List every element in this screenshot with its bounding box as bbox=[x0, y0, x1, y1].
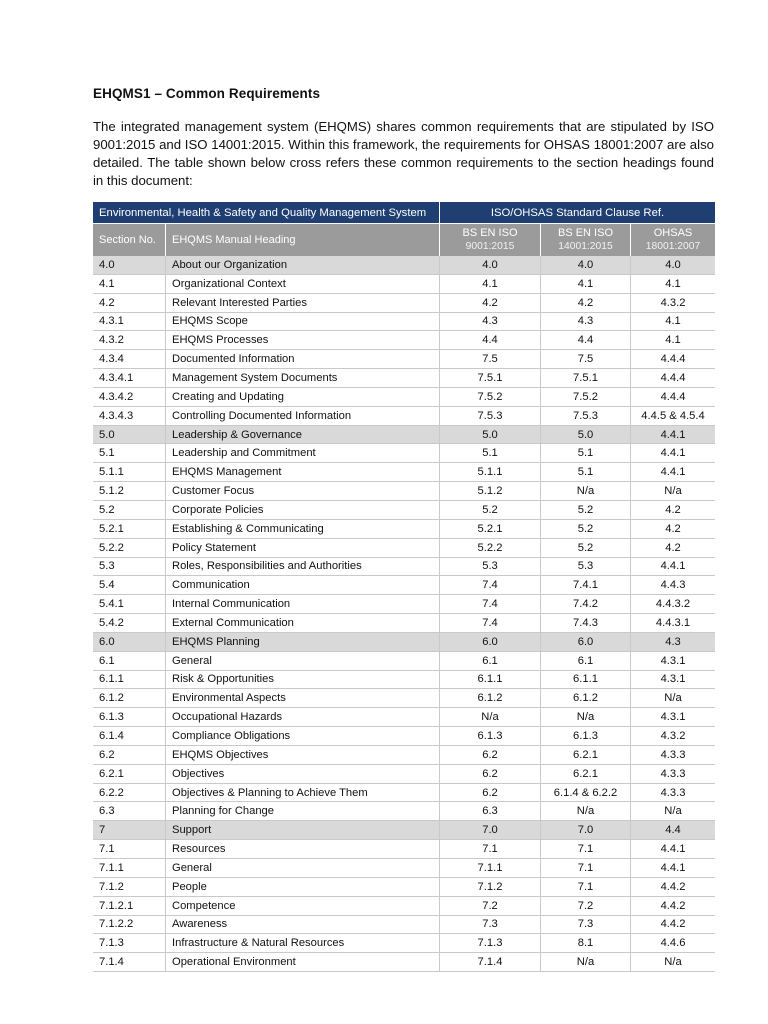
iso9001-ref: 7.1.4 bbox=[440, 953, 541, 972]
iso9001-ref: 4.1 bbox=[440, 275, 541, 294]
manual-heading: Documented Information bbox=[166, 350, 440, 369]
requirements-table bbox=[93, 202, 715, 972]
iso9001-ref: 6.0 bbox=[440, 633, 541, 652]
iso9001-ref: 7.1 bbox=[440, 840, 541, 859]
table-row bbox=[93, 821, 715, 840]
section-number: 6.1.1 bbox=[93, 671, 166, 690]
table-row bbox=[93, 350, 715, 369]
manual-heading: External Communication bbox=[166, 614, 440, 633]
iso14001-ref: 6.1.2 bbox=[541, 689, 631, 708]
ohsas-ref: 4.0 bbox=[631, 256, 715, 275]
ohsas-ref: 4.4.1 bbox=[631, 859, 715, 878]
iso14001-ref: 7.2 bbox=[541, 897, 631, 916]
ohsas-ref: 4.3.3 bbox=[631, 765, 715, 784]
section-number: 6.3 bbox=[93, 802, 166, 821]
ohsas-ref: 4.4.5 & 4.5.4 bbox=[631, 407, 715, 426]
iso9001-ref: 7.1.3 bbox=[440, 934, 541, 953]
iso14001-ref: 4.0 bbox=[541, 256, 631, 275]
section-number: 7.1 bbox=[93, 840, 166, 859]
table-row bbox=[93, 671, 715, 690]
iso14001-ref: 4.4 bbox=[541, 331, 631, 350]
section-number: 5.1.2 bbox=[93, 482, 166, 501]
section-number: 5.3 bbox=[93, 558, 166, 577]
manual-heading: Policy Statement bbox=[166, 539, 440, 558]
manual-heading: EHQMS Planning bbox=[166, 633, 440, 652]
table-row bbox=[93, 558, 715, 577]
ohsas-ref: 4.4.1 bbox=[631, 426, 715, 445]
iso9001-ref: 5.1.1 bbox=[440, 463, 541, 482]
section-number: 4.0 bbox=[93, 256, 166, 275]
ohsas-ref: 4.4.4 bbox=[631, 369, 715, 388]
section-number: 4.2 bbox=[93, 294, 166, 313]
iso9001-ref: 5.2.1 bbox=[440, 520, 541, 539]
section-number: 7.1.1 bbox=[93, 859, 166, 878]
ohsas-ref: 4.4.3.2 bbox=[631, 595, 715, 614]
iso9001-ref: 5.3 bbox=[440, 558, 541, 577]
section-number: 6.2.1 bbox=[93, 765, 166, 784]
table-row bbox=[93, 746, 715, 765]
ohsas-ref: 4.4.1 bbox=[631, 558, 715, 577]
section-number: 7.1.2.2 bbox=[93, 916, 166, 935]
table-row bbox=[93, 689, 715, 708]
manual-heading: Management System Documents bbox=[166, 369, 440, 388]
section-number: 5.2.2 bbox=[93, 539, 166, 558]
manual-heading: Compliance Obligations bbox=[166, 727, 440, 746]
iso9001-ref: 4.4 bbox=[440, 331, 541, 350]
manual-heading: Communication bbox=[166, 576, 440, 595]
table-row bbox=[93, 934, 715, 953]
table-row bbox=[93, 463, 715, 482]
iso14001-ref: N/a bbox=[541, 708, 631, 727]
manual-heading: Corporate Policies bbox=[166, 501, 440, 520]
col-ohsas-line2: 18001:2007 bbox=[645, 241, 701, 252]
section-number: 6.1.3 bbox=[93, 708, 166, 727]
manual-heading: Risk & Opportunities bbox=[166, 671, 440, 690]
iso14001-ref: 7.3 bbox=[541, 916, 631, 935]
table-row bbox=[93, 482, 715, 501]
manual-heading: EHQMS Scope bbox=[166, 313, 440, 332]
ohsas-ref: 4.3.2 bbox=[631, 727, 715, 746]
table-row bbox=[93, 784, 715, 803]
iso14001-ref: 6.0 bbox=[541, 633, 631, 652]
section-number: 5.0 bbox=[93, 426, 166, 445]
manual-heading: Organizational Context bbox=[166, 275, 440, 294]
iso9001-ref: 5.2 bbox=[440, 501, 541, 520]
iso9001-ref: 4.0 bbox=[440, 256, 541, 275]
manual-heading: Leadership & Governance bbox=[166, 426, 440, 445]
table-row bbox=[93, 614, 715, 633]
iso14001-ref: 7.5.3 bbox=[541, 407, 631, 426]
manual-heading: About our Organization bbox=[166, 256, 440, 275]
iso9001-ref: 4.2 bbox=[440, 294, 541, 313]
ohsas-ref: 4.4.6 bbox=[631, 934, 715, 953]
table-row bbox=[93, 275, 715, 294]
iso14001-ref: 7.1 bbox=[541, 878, 631, 897]
iso9001-ref: 7.5.3 bbox=[440, 407, 541, 426]
iso14001-ref: 4.3 bbox=[541, 313, 631, 332]
ohsas-ref: 4.2 bbox=[631, 539, 715, 558]
manual-heading: Customer Focus bbox=[166, 482, 440, 501]
manual-heading: People bbox=[166, 878, 440, 897]
iso14001-ref: 4.2 bbox=[541, 294, 631, 313]
iso9001-ref: 6.1.1 bbox=[440, 671, 541, 690]
section-number: 5.2.1 bbox=[93, 520, 166, 539]
iso9001-ref: 6.3 bbox=[440, 802, 541, 821]
col-iso9001 bbox=[440, 224, 541, 256]
table-row bbox=[93, 444, 715, 463]
ohsas-ref: 4.3.1 bbox=[631, 671, 715, 690]
iso9001-ref: 4.3 bbox=[440, 313, 541, 332]
table-row bbox=[93, 407, 715, 426]
ohsas-ref: 4.4.3 bbox=[631, 576, 715, 595]
manual-heading: Relevant Interested Parties bbox=[166, 294, 440, 313]
iso14001-ref: 8.1 bbox=[541, 934, 631, 953]
ohsas-ref: 4.4.1 bbox=[631, 463, 715, 482]
table-row bbox=[93, 595, 715, 614]
table-row bbox=[93, 388, 715, 407]
manual-heading: EHQMS Processes bbox=[166, 331, 440, 350]
iso14001-ref: N/a bbox=[541, 482, 631, 501]
table-body bbox=[93, 256, 715, 972]
section-number: 4.3.1 bbox=[93, 313, 166, 332]
iso9001-ref: 6.2 bbox=[440, 765, 541, 784]
col-section-no: Section No. bbox=[93, 224, 166, 256]
iso14001-ref: N/a bbox=[541, 802, 631, 821]
ohsas-ref: 4.2 bbox=[631, 501, 715, 520]
col-iso14001-line2: 14001:2015 bbox=[558, 241, 613, 252]
manual-heading: Objectives & Planning to Achieve Them bbox=[166, 784, 440, 803]
iso14001-ref: 7.1 bbox=[541, 859, 631, 878]
table-row bbox=[93, 897, 715, 916]
iso14001-ref: 7.5.2 bbox=[541, 388, 631, 407]
manual-heading: Planning for Change bbox=[166, 802, 440, 821]
table-row bbox=[93, 331, 715, 350]
iso9001-ref: 6.1.3 bbox=[440, 727, 541, 746]
iso14001-ref: 6.2.1 bbox=[541, 765, 631, 784]
table-row bbox=[93, 520, 715, 539]
iso14001-ref: 7.5 bbox=[541, 350, 631, 369]
section-number: 5.1.1 bbox=[93, 463, 166, 482]
page-title: EHQMS1 – Common Requirements bbox=[93, 86, 321, 101]
section-number: 7 bbox=[93, 821, 166, 840]
manual-heading: Leadership and Commitment bbox=[166, 444, 440, 463]
iso14001-ref: 7.4.1 bbox=[541, 576, 631, 595]
table-group-header bbox=[93, 202, 715, 224]
ohsas-ref: 4.3 bbox=[631, 633, 715, 652]
section-number: 5.2 bbox=[93, 501, 166, 520]
section-number: 6.1.4 bbox=[93, 727, 166, 746]
iso9001-ref: 7.5.2 bbox=[440, 388, 541, 407]
iso9001-ref: 7.1.2 bbox=[440, 878, 541, 897]
table-row bbox=[93, 765, 715, 784]
iso9001-ref: 6.2 bbox=[440, 784, 541, 803]
ohsas-ref: 4.4 bbox=[631, 821, 715, 840]
table-column-header bbox=[93, 224, 715, 256]
manual-heading: Internal Communication bbox=[166, 595, 440, 614]
ohsas-ref: N/a bbox=[631, 482, 715, 501]
manual-heading: Infrastructure & Natural Resources bbox=[166, 934, 440, 953]
manual-heading: EHQMS Management bbox=[166, 463, 440, 482]
iso9001-ref: 5.2.2 bbox=[440, 539, 541, 558]
header-standard-ref: ISO/OHSAS Standard Clause Ref. bbox=[440, 202, 715, 224]
iso14001-ref: 4.1 bbox=[541, 275, 631, 294]
section-number: 5.4.1 bbox=[93, 595, 166, 614]
table-row bbox=[93, 369, 715, 388]
iso14001-ref: 6.2.1 bbox=[541, 746, 631, 765]
table-row bbox=[93, 878, 715, 897]
manual-heading: Environmental Aspects bbox=[166, 689, 440, 708]
iso14001-ref: 7.0 bbox=[541, 821, 631, 840]
col-manual-heading: EHQMS Manual Heading bbox=[166, 224, 440, 256]
ohsas-ref: 4.1 bbox=[631, 313, 715, 332]
iso9001-ref: N/a bbox=[440, 708, 541, 727]
ohsas-ref: 4.4.2 bbox=[631, 878, 715, 897]
iso14001-ref: 5.2 bbox=[541, 539, 631, 558]
iso14001-ref: 7.4.3 bbox=[541, 614, 631, 633]
header-ehqms: Environmental, Health & Safety and Quality Management System bbox=[93, 202, 440, 224]
section-number: 4.3.2 bbox=[93, 331, 166, 350]
iso9001-ref: 6.2 bbox=[440, 746, 541, 765]
section-number: 6.0 bbox=[93, 633, 166, 652]
table-row bbox=[93, 840, 715, 859]
iso14001-ref: 6.1.1 bbox=[541, 671, 631, 690]
ohsas-ref: 4.2 bbox=[631, 520, 715, 539]
ohsas-ref: 4.4.4 bbox=[631, 350, 715, 369]
iso9001-ref: 7.4 bbox=[440, 614, 541, 633]
iso14001-ref: 5.1 bbox=[541, 444, 631, 463]
col-iso14001 bbox=[541, 224, 631, 256]
section-number: 6.2 bbox=[93, 746, 166, 765]
table-row bbox=[93, 802, 715, 821]
manual-heading: Support bbox=[166, 821, 440, 840]
iso14001-ref: 7.1 bbox=[541, 840, 631, 859]
section-number: 4.3.4.3 bbox=[93, 407, 166, 426]
iso14001-ref: 5.2 bbox=[541, 501, 631, 520]
iso14001-ref: 5.1 bbox=[541, 463, 631, 482]
section-number: 7.1.3 bbox=[93, 934, 166, 953]
manual-heading: General bbox=[166, 652, 440, 671]
iso9001-ref: 7.5.1 bbox=[440, 369, 541, 388]
ohsas-ref: 4.4.2 bbox=[631, 897, 715, 916]
iso14001-ref: 5.2 bbox=[541, 520, 631, 539]
ohsas-ref: N/a bbox=[631, 953, 715, 972]
manual-heading: Competence bbox=[166, 897, 440, 916]
manual-heading: General bbox=[166, 859, 440, 878]
iso14001-ref: 5.0 bbox=[541, 426, 631, 445]
iso14001-ref: 6.1.3 bbox=[541, 727, 631, 746]
section-number: 5.1 bbox=[93, 444, 166, 463]
manual-heading: Establishing & Communicating bbox=[166, 520, 440, 539]
ohsas-ref: 4.3.3 bbox=[631, 784, 715, 803]
iso14001-ref: 5.3 bbox=[541, 558, 631, 577]
section-number: 5.4 bbox=[93, 576, 166, 595]
iso9001-ref: 7.5 bbox=[440, 350, 541, 369]
ohsas-ref: N/a bbox=[631, 689, 715, 708]
iso14001-ref: 6.1.4 & 6.2.2 bbox=[541, 784, 631, 803]
manual-heading: Awareness bbox=[166, 916, 440, 935]
ohsas-ref: 4.3.3 bbox=[631, 746, 715, 765]
iso9001-ref: 5.0 bbox=[440, 426, 541, 445]
section-number: 4.3.4 bbox=[93, 350, 166, 369]
iso9001-ref: 6.1.2 bbox=[440, 689, 541, 708]
iso9001-ref: 7.4 bbox=[440, 595, 541, 614]
manual-heading: Occupational Hazards bbox=[166, 708, 440, 727]
section-number: 4.3.4.1 bbox=[93, 369, 166, 388]
section-number: 4.3.4.2 bbox=[93, 388, 166, 407]
iso9001-ref: 7.4 bbox=[440, 576, 541, 595]
section-number: 7.1.4 bbox=[93, 953, 166, 972]
ohsas-ref: 4.4.4 bbox=[631, 388, 715, 407]
table-row bbox=[93, 633, 715, 652]
section-number: 6.1.2 bbox=[93, 689, 166, 708]
iso14001-ref: N/a bbox=[541, 953, 631, 972]
section-number: 5.4.2 bbox=[93, 614, 166, 633]
table-row bbox=[93, 256, 715, 275]
manual-heading: EHQMS Objectives bbox=[166, 746, 440, 765]
ohsas-ref: 4.1 bbox=[631, 331, 715, 350]
iso9001-ref: 7.2 bbox=[440, 897, 541, 916]
ohsas-ref: 4.4.3.1 bbox=[631, 614, 715, 633]
iso9001-ref: 7.1.1 bbox=[440, 859, 541, 878]
ohsas-ref: 4.3.1 bbox=[631, 708, 715, 727]
section-number: 6.1 bbox=[93, 652, 166, 671]
manual-heading: Operational Environment bbox=[166, 953, 440, 972]
ohsas-ref: 4.3.1 bbox=[631, 652, 715, 671]
col-ohsas bbox=[631, 224, 715, 256]
table-row bbox=[93, 294, 715, 313]
col-iso14001-line1: BS EN ISO bbox=[557, 227, 614, 239]
table-row bbox=[93, 708, 715, 727]
table-row bbox=[93, 859, 715, 878]
iso9001-ref: 6.1 bbox=[440, 652, 541, 671]
ohsas-ref: 4.3.2 bbox=[631, 294, 715, 313]
iso9001-ref: 7.3 bbox=[440, 916, 541, 935]
ohsas-ref: 4.1 bbox=[631, 275, 715, 294]
table-row bbox=[93, 313, 715, 332]
col-iso9001-line2: 9001:2015 bbox=[465, 241, 515, 252]
section-number: 6.2.2 bbox=[93, 784, 166, 803]
table-row bbox=[93, 576, 715, 595]
table-row bbox=[93, 652, 715, 671]
table-row bbox=[93, 426, 715, 445]
iso14001-ref: 7.4.2 bbox=[541, 595, 631, 614]
iso9001-ref: 5.1.2 bbox=[440, 482, 541, 501]
ohsas-ref: 4.4.1 bbox=[631, 444, 715, 463]
intro-paragraph: The integrated management system (EHQMS) shares common requirements that are stipulated by ISO 9001:2015 and ISO 14001:2015. Within this framework, the requirements for OHSAS 18001:2007 are also detailed. The table shown below cross refers these common requirements to the section headings found in this document: bbox=[93, 119, 714, 188]
iso14001-ref: 7.5.1 bbox=[541, 369, 631, 388]
manual-heading: Resources bbox=[166, 840, 440, 859]
iso9001-ref: 7.0 bbox=[440, 821, 541, 840]
section-number: 4.1 bbox=[93, 275, 166, 294]
manual-heading: Objectives bbox=[166, 765, 440, 784]
ohsas-ref: N/a bbox=[631, 802, 715, 821]
table-row bbox=[93, 501, 715, 520]
section-number: 7.1.2.1 bbox=[93, 897, 166, 916]
manual-heading: Creating and Updating bbox=[166, 388, 440, 407]
section-number: 7.1.2 bbox=[93, 878, 166, 897]
manual-heading: Controlling Documented Information bbox=[166, 407, 440, 426]
iso14001-ref: 6.1 bbox=[541, 652, 631, 671]
ohsas-ref: 4.4.1 bbox=[631, 840, 715, 859]
col-iso9001-line1: BS EN ISO bbox=[462, 227, 518, 239]
table-row bbox=[93, 539, 715, 558]
manual-heading: Roles, Responsibilities and Authorities bbox=[166, 558, 440, 577]
table-row bbox=[93, 953, 715, 972]
ohsas-ref: 4.4.2 bbox=[631, 916, 715, 935]
col-ohsas-line1: OHSAS bbox=[653, 227, 693, 239]
table-row bbox=[93, 727, 715, 746]
table-row bbox=[93, 916, 715, 935]
iso9001-ref: 5.1 bbox=[440, 444, 541, 463]
